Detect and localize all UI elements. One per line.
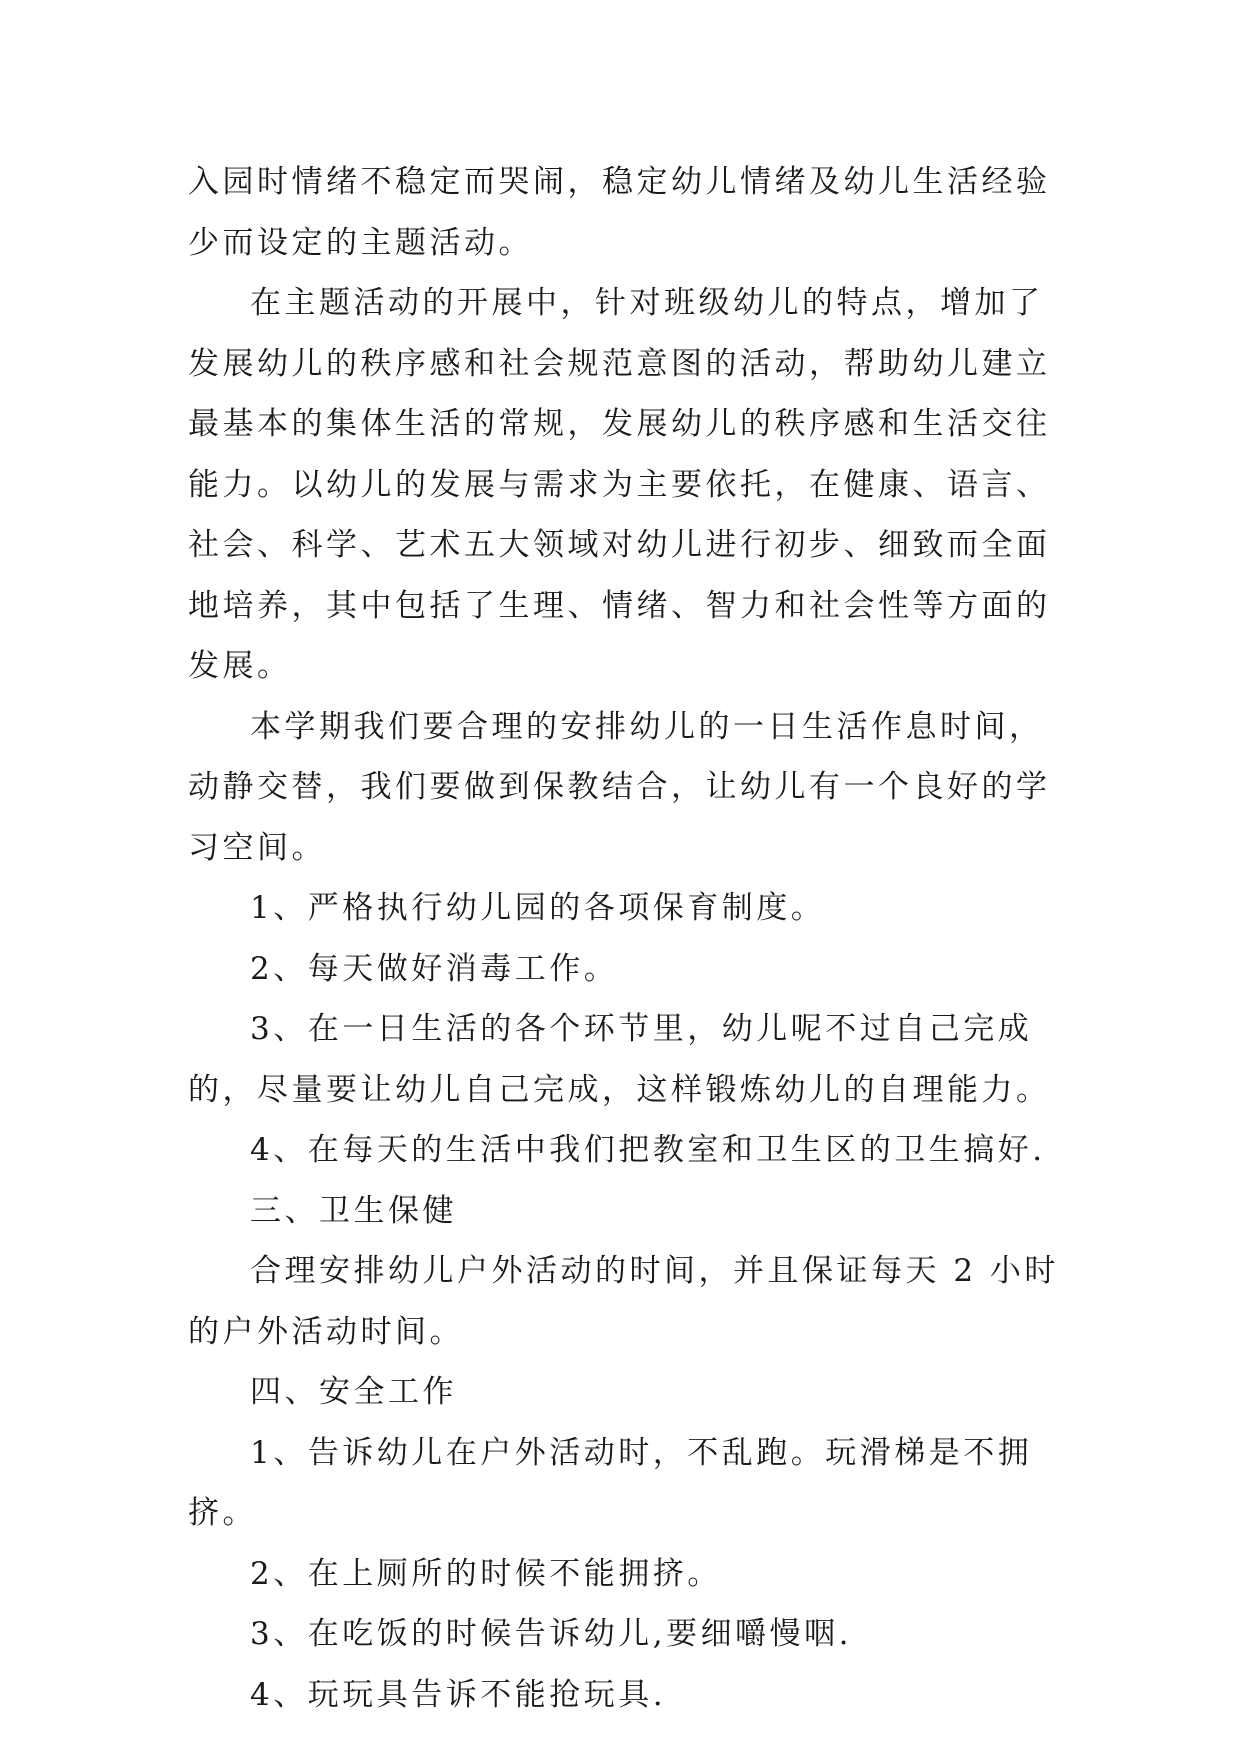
paragraph-daily-schedule: 本学期我们要合理的安排幼儿的一日生活作息时间，动静交替，我们要做到保教结合，让幼儿有一个良好的学习空间。: [188, 708, 1051, 866]
list-item-safety-3: 3、在吃饭的时候告诉幼儿,要细嚼慢咽.: [250, 1616, 852, 1652]
list-item-care-1: 1、严格执行幼儿园的各项保育制度。: [250, 890, 826, 926]
list-item-care-4: 4、在每天的生活中我们把教室和卫生区的卫生搞好.: [250, 1132, 1046, 1168]
paragraph-theme-activities: 在主题活动的开展中，针对班级幼儿的特点，增加了发展幼儿的秩序感和社会规范意图的活动，帮助幼儿建立最基本的集体生活的常规，发展幼儿的秩序感和生活交往能力。以幼儿的发展与需求为主要依托，在健康、语言、社会、科学、艺术五大领域对幼儿进行初步、细致而全面地培养，其中包括了生理、情绪、智力和社会性等方面的发展。: [188, 285, 1051, 684]
list-item-safety-4: 4、玩玩具告诉不能抢玩具.: [250, 1676, 667, 1713]
section-heading-safety: 四、安全工作: [250, 1374, 457, 1410]
list-item-care-3: 3、在一日生活的各个环节里，幼儿呢不过自己完成的，尽量要让幼儿自己完成，这样锻炼幼儿的自理能力。: [188, 1011, 1051, 1108]
section-heading-hygiene: 三、卫生保健: [250, 1192, 457, 1229]
list-item-safety-2: 2、在上厕所的时候不能拥挤。: [250, 1555, 722, 1592]
list-item-care-2: 2、每天做好消毒工作。: [250, 950, 619, 987]
document-body: [188, 152, 1064, 1725]
paragraph-outdoor-time: 合理安排幼儿户外活动的时间，并且保证每天 2 小时的户外活动时间。: [188, 1253, 1059, 1350]
paragraph-intro-continuation: 入园时情绪不稳定而哭闹，稳定幼儿情绪及幼儿生活经验少而设定的主题活动。: [188, 164, 1051, 261]
list-item-safety-1: 1、告诉幼儿在户外活动时，不乱跑。玩滑梯是不拥挤。: [188, 1434, 1033, 1531]
